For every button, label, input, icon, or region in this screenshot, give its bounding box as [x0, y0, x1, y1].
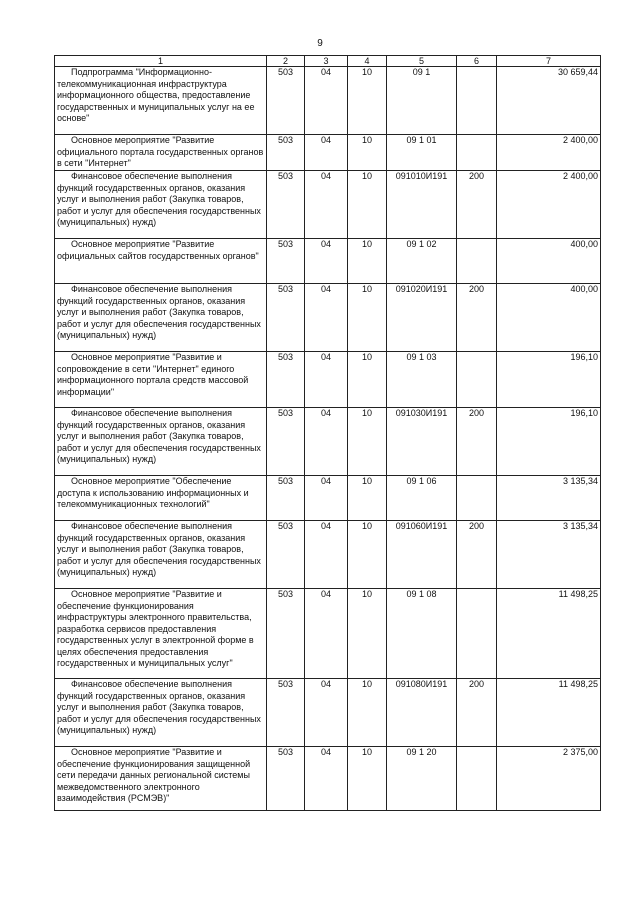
row-col-6: [457, 589, 497, 679]
row-col-3: 04: [305, 589, 348, 679]
row-col-4: 10: [348, 135, 387, 171]
row-col-7: 2 375,00: [497, 747, 601, 811]
header-col-2: 2: [267, 56, 305, 67]
table-row: [55, 284, 601, 352]
header-col-1: 1: [55, 56, 267, 67]
row-col-5: 091020И191: [387, 284, 457, 352]
row-col-3: 04: [305, 408, 348, 476]
row-col-6: [457, 67, 497, 135]
table-row: [55, 352, 601, 408]
row-col-2: 503: [267, 352, 305, 408]
row-col-4: 10: [348, 521, 387, 589]
row-col-5: 09 1 01: [387, 135, 457, 171]
row-name: Основное мероприятие "Развитие и сопровождение в сети "Интернет" единого информационного портала средств массовой информации": [55, 352, 267, 408]
row-col-7: 196,10: [497, 352, 601, 408]
row-col-7: 400,00: [497, 239, 601, 284]
table-row: [55, 679, 601, 747]
row-col-3: 04: [305, 352, 348, 408]
header-col-5: 5: [387, 56, 457, 67]
row-col-5: 09 1 02: [387, 239, 457, 284]
row-col-4: 10: [348, 476, 387, 521]
table-row: [55, 747, 601, 811]
row-col-6: 200: [457, 408, 497, 476]
row-name: Финансовое обеспечение выполнения функций государственных органов, оказания услуг и выполнения работ (Закупка товаров, работ и услуг для обеспечения государственных (муниципальных) нужд): [55, 284, 267, 352]
row-name: Основное мероприятие "Развитие и обеспечение функционирования защищенной сети передачи данных региональной системы межведомственного электронного взаимодействия (РСМЭВ)": [55, 747, 267, 811]
row-col-2: 503: [267, 679, 305, 747]
row-col-7: 2 400,00: [497, 171, 601, 239]
row-col-4: 10: [348, 284, 387, 352]
row-col-7: 30 659,44: [497, 67, 601, 135]
row-col-4: 10: [348, 352, 387, 408]
table-row: [55, 67, 601, 135]
row-col-2: 503: [267, 521, 305, 589]
row-col-5: 09 1 20: [387, 747, 457, 811]
row-col-3: 04: [305, 67, 348, 135]
row-col-2: 503: [267, 67, 305, 135]
header-col-7: 7: [497, 56, 601, 67]
row-col-7: 3 135,34: [497, 476, 601, 521]
table-row: [55, 476, 601, 521]
row-col-3: 04: [305, 679, 348, 747]
row-col-5: 091060И191: [387, 521, 457, 589]
row-col-5: 09 1: [387, 67, 457, 135]
row-col-5: 091010И191: [387, 171, 457, 239]
row-col-5: 091080И191: [387, 679, 457, 747]
row-name: Подпрограмма "Информационно-телекоммуникационная инфраструктура информационного общества, предоставление государственных и муниципальных услуг на ее основе": [55, 67, 267, 135]
row-col-7: 400,00: [497, 284, 601, 352]
row-name: Основное мероприятие "Обеспечение доступа к использованию информационных и телекоммуникационных технологий": [55, 476, 267, 521]
row-col-6: [457, 747, 497, 811]
row-col-6: 200: [457, 284, 497, 352]
row-col-3: 04: [305, 135, 348, 171]
row-col-2: 503: [267, 589, 305, 679]
row-name: Основное мероприятие "Развитие официальных сайтов государственных органов": [55, 239, 267, 284]
row-name: Основное мероприятие "Развитие официального портала государственных органов в сети "Интернет": [55, 135, 267, 171]
row-col-4: 10: [348, 67, 387, 135]
row-col-3: 04: [305, 747, 348, 811]
row-col-4: 10: [348, 589, 387, 679]
row-col-5: 09 1 08: [387, 589, 457, 679]
table-header-row: [55, 56, 601, 67]
row-col-7: 196,10: [497, 408, 601, 476]
row-col-6: 200: [457, 171, 497, 239]
row-col-5: 09 1 06: [387, 476, 457, 521]
row-col-2: 503: [267, 171, 305, 239]
row-col-4: 10: [348, 239, 387, 284]
row-col-6: [457, 135, 497, 171]
row-col-7: 11 498,25: [497, 679, 601, 747]
table-row: [55, 589, 601, 679]
table-row: [55, 408, 601, 476]
row-col-4: 10: [348, 747, 387, 811]
budget-table: [54, 55, 601, 811]
row-col-6: [457, 476, 497, 521]
row-col-4: 10: [348, 408, 387, 476]
row-col-2: 503: [267, 135, 305, 171]
table-row: [55, 135, 601, 171]
table-row: [55, 171, 601, 239]
row-name: Финансовое обеспечение выполнения функций государственных органов, оказания услуг и выполнения работ (Закупка товаров, работ и услуг для обеспечения государственных (муниципальных) нужд): [55, 679, 267, 747]
row-col-7: 3 135,34: [497, 521, 601, 589]
row-col-4: 10: [348, 171, 387, 239]
row-col-5: 091030И191: [387, 408, 457, 476]
row-col-7: 11 498,25: [497, 589, 601, 679]
row-col-5: 09 1 03: [387, 352, 457, 408]
row-col-3: 04: [305, 171, 348, 239]
row-col-6: [457, 352, 497, 408]
row-name: Финансовое обеспечение выполнения функций государственных органов, оказания услуг и выполнения работ (Закупка товаров, работ и услуг для обеспечения государственных (муниципальных) нужд): [55, 521, 267, 589]
header-col-4: 4: [348, 56, 387, 67]
row-col-3: 04: [305, 284, 348, 352]
row-name: Финансовое обеспечение выполнения функций государственных органов, оказания услуг и выполнения работ (Закупка товаров, работ и услуг для обеспечения государственных (муниципальных) нужд): [55, 171, 267, 239]
row-col-4: 10: [348, 679, 387, 747]
row-col-6: 200: [457, 679, 497, 747]
row-col-7: 2 400,00: [497, 135, 601, 171]
row-col-2: 503: [267, 476, 305, 521]
row-col-2: 503: [267, 747, 305, 811]
table-row: [55, 521, 601, 589]
row-col-3: 04: [305, 521, 348, 589]
row-col-3: 04: [305, 476, 348, 521]
row-col-2: 503: [267, 408, 305, 476]
row-name: Основное мероприятие "Развитие и обеспечение функционирования инфраструктуры электронного правительства, разработка сервисов предоставления государственных услуг в электронной форме в целях обеспечения предоставления государственных и муниципальных услуг": [55, 589, 267, 679]
row-col-3: 04: [305, 239, 348, 284]
row-col-2: 503: [267, 284, 305, 352]
row-col-2: 503: [267, 239, 305, 284]
header-col-6: 6: [457, 56, 497, 67]
page-number: 9: [317, 38, 323, 49]
row-col-6: [457, 239, 497, 284]
table-row: [55, 239, 601, 284]
row-col-6: 200: [457, 521, 497, 589]
row-name: Финансовое обеспечение выполнения функций государственных органов, оказания услуг и выполнения работ (Закупка товаров, работ и услуг для обеспечения государственных (муниципальных) нужд): [55, 408, 267, 476]
header-col-3: 3: [305, 56, 348, 67]
